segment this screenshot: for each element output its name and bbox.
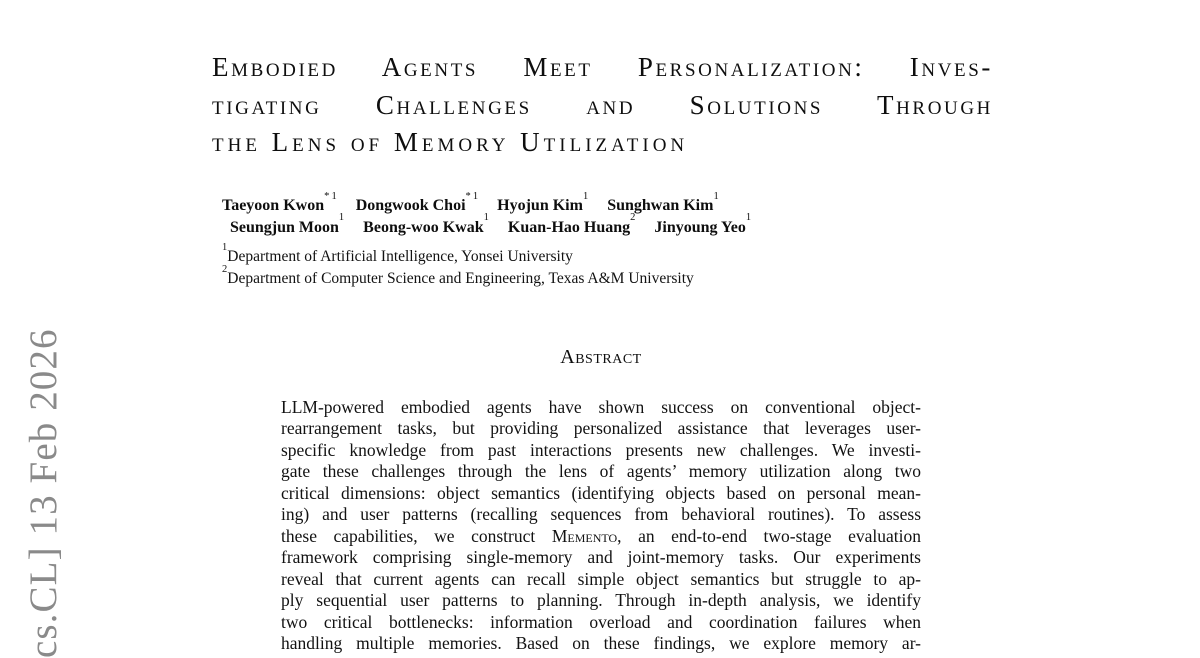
paper-title-line-3: the Lens of Memory Utilization: [212, 127, 689, 157]
author-name-text: Jinyoung Yeo: [654, 218, 746, 236]
author-superscript: 1: [582, 190, 589, 202]
author-name: [607, 190, 719, 214]
affiliation-line: [222, 241, 694, 268]
author-name-text: Sunghwan Kim: [607, 197, 714, 214]
abstract-line: handling multiple memories. Based on these findings, we explore memory ar-: [281, 632, 921, 653]
abstract-line-prefix: these capabilities, we construct: [281, 525, 552, 546]
memento-benchmark-name: Memento: [551, 525, 618, 546]
affiliations-block: [222, 241, 694, 290]
author-name: [497, 190, 589, 214]
author-name: [363, 212, 489, 236]
affiliation-superscript: 2: [222, 263, 228, 275]
paper-title: [212, 49, 993, 162]
affiliation-text: Department of Computer Science and Engineering, Texas A&M University: [227, 270, 694, 287]
abstract-line: framework comprising single-memory and joint-memory tasks. Our experiments: [281, 547, 921, 568]
affiliation-line: [222, 263, 694, 290]
affiliation-superscript: 1: [222, 241, 228, 253]
author-superscript: 1: [483, 212, 489, 224]
paper-title-line-1: Embodied Agents Meet Personalization: Inves-: [212, 52, 993, 82]
abstract-line: gate these challenges through the lens of agents’ memory utilization along two: [281, 461, 921, 482]
affiliation-text: Department of Artificial Intelligence, Yonsei University: [227, 248, 573, 265]
author-superscript: * 1: [465, 190, 479, 202]
abstract-body: [281, 397, 921, 654]
paper-title-line-2: tigating Challenges and Solutions Through: [212, 89, 993, 120]
author-name: [355, 190, 479, 214]
author-name-text: Seungjun Moon: [230, 218, 339, 236]
author-block: [222, 190, 752, 238]
abstract-line: ing) and user patterns (recalling sequences from behavioral routines). To assess: [281, 504, 921, 525]
author-row-2: [222, 212, 752, 239]
author-name: [222, 190, 337, 214]
author-superscript: 2: [630, 212, 636, 224]
abstract-line: LLM-powered embodied agents have shown success on conventional object-: [281, 397, 921, 417]
abstract-line: specific knowledge from past interactions presents new challenges. We investi-: [281, 439, 921, 460]
author-superscript: 1: [338, 212, 345, 224]
abstract-line: rearrangement tasks, but providing personalized assistance that leverages user-: [281, 418, 921, 439]
author-name-text: Dongwook Choi: [355, 197, 466, 214]
abstract-line-memento: [281, 526, 921, 547]
author-superscript: * 1: [324, 190, 337, 202]
author-name-text: Taeyoon Kwon: [222, 197, 325, 214]
author-name-text: Beong-woo Kwak: [363, 218, 484, 236]
abstract-line: reveal that current agents can recall simple object semantics but struggle to ap-: [281, 568, 921, 589]
abstract-line-suffix: , an end-to-end two-stage evaluation: [617, 525, 921, 546]
author-name: [230, 212, 345, 236]
author-name: [507, 212, 636, 236]
abstract-heading: Abstract: [560, 346, 642, 368]
author-name-text: Kuan-Hao Huang: [507, 218, 631, 236]
arxiv-watermark: cs.CL] 13 Feb 2026: [22, 328, 65, 658]
author-superscript: 1: [745, 212, 752, 224]
abstract-line: ply sequential user patterns to planning. Through in-depth analysis, we identify: [281, 590, 921, 611]
author-name-text: Hyojun Kim: [497, 197, 583, 214]
author-name: [654, 212, 752, 236]
abstract-line: two critical bottlenecks: information overload and coordination failures when: [281, 611, 921, 632]
author-superscript: 1: [713, 190, 719, 202]
abstract-line: critical dimensions: object semantics (identifying objects based on personal mean-: [281, 482, 921, 503]
